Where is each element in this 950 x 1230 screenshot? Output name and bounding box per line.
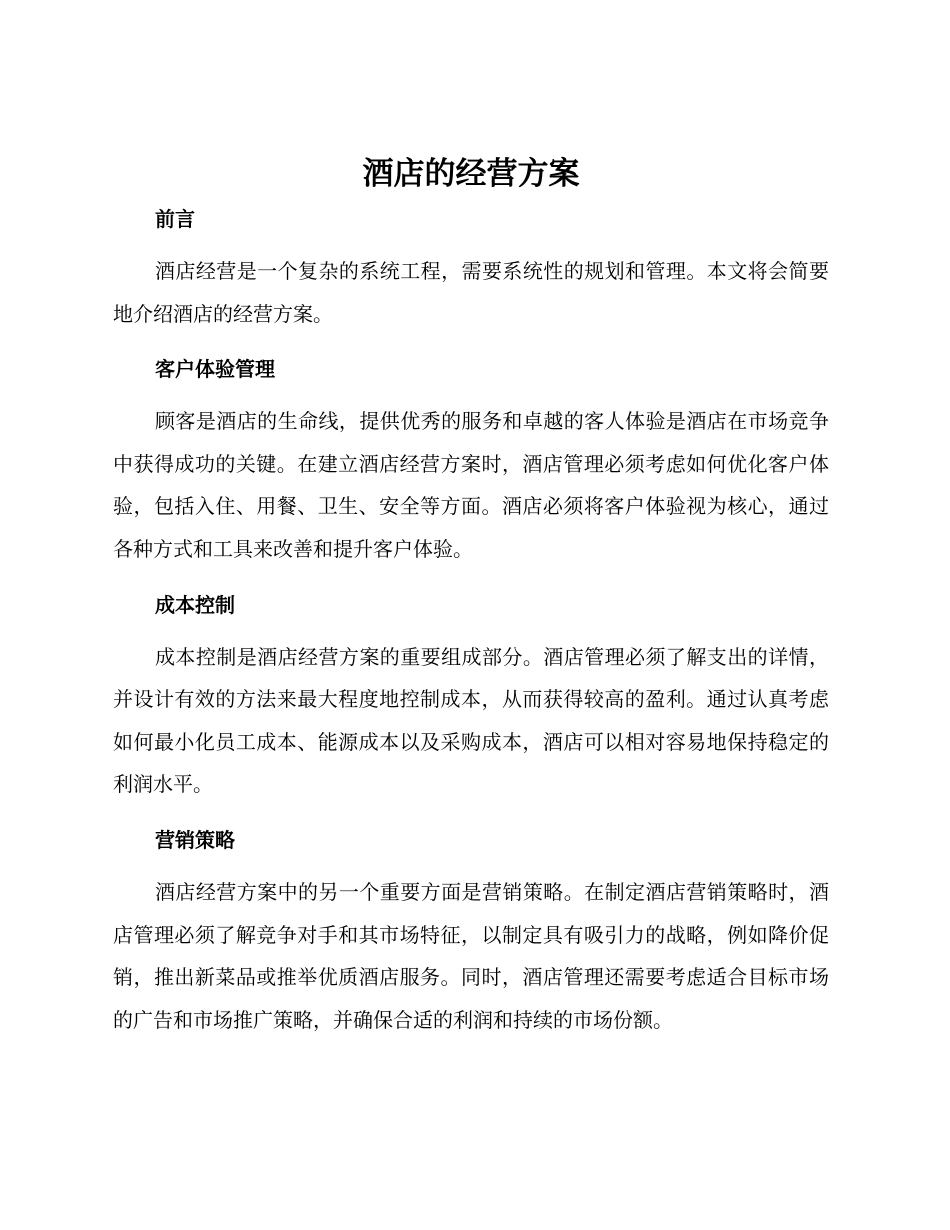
section-paragraph-marketing-strategy: 酒店经营方案中的另一个重要方面是营销策略。在制定酒店营销策略时，酒店管理必须了解竞争对手和其市场特征，以制定具有吸引力的战略，例如降价促销，推出新菜品或推举优质酒店服务。同时，酒店管理还需要考虑适合目标市场的广告和市场推广策略，并确保合适的利润和持续的市场份额。 [113, 879, 829, 1032]
section-heading-customer-experience: 客户体验管理 [155, 357, 275, 382]
section-heading-marketing-strategy: 营销策略 [155, 827, 235, 852]
document-title: 酒店的经营方案 [362, 156, 580, 192]
document-body [113, 152, 829, 1056]
section-paragraph-cost-control: 成本控制是酒店经营方案的重要组成部分。酒店管理必须了解支出的详情，并设计有效的方法来最大程度地控制成本，从而获得较高的盈利。通过认真考虑如何最小化员工成本、能源成本以及采购成本，酒店可以相对容易地保持稳定的利润水平。 [113, 644, 829, 797]
section-paragraph-customer-experience: 顾客是酒店的生命线，提供优秀的服务和卓越的客人体验是酒店在市场竞争中获得成功的关键。在建立酒店经营方案时，酒店管理必须考虑如何优化客户体验，包括入住、用餐、卫生、安全等方面。酒店必须将客户体验视为核心，通过各种方式和工具来改善和提升客户体验。 [113, 409, 829, 561]
section-heading-cost-control: 成本控制 [155, 592, 235, 617]
section-heading-preface: 前言 [155, 207, 195, 231]
section-paragraph-preface: 酒店经营是一个复杂的系统工程，需要系统性的规划和管理。本文将会简要地介绍酒店的经营方案。 [113, 259, 829, 326]
